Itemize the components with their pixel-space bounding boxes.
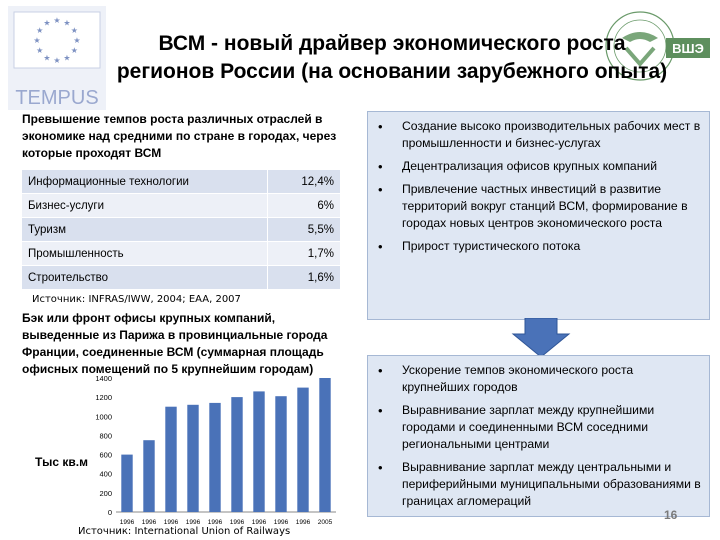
bullet-item: • Привлечение частных инвестиций в развитие территорий вокруг станций ВСМ, формирование в городах новых центров экономического роста <box>376 181 701 232</box>
effects-list-bottom <box>376 362 701 510</box>
table-row <box>22 266 340 290</box>
eu-star-icon: ★ <box>53 16 61 25</box>
sector-name: Информационные технологии <box>22 170 268 194</box>
x-tick-label: 1996 <box>207 519 223 526</box>
y-tick-label: 200 <box>99 488 112 498</box>
eu-star-icon: ★ <box>36 46 44 55</box>
y-tick-label: 400 <box>99 469 112 479</box>
chart-bar <box>143 440 154 512</box>
x-tick-label: 1996 <box>229 519 245 526</box>
table-row <box>22 242 340 266</box>
bullet-item: • Ускорение темпов экономического роста крупнейших городов <box>376 362 701 396</box>
chart-y-label: Тыс кв.м <box>35 455 89 469</box>
title-line-1: ВСМ - новый драйвер экономического роста <box>158 32 626 55</box>
eu-star-icon: ★ <box>70 26 78 35</box>
eu-star-icon: ★ <box>63 18 71 28</box>
bullet-item: • Выравнивание зарплат между крупнейшими городами и соединенными ВСМ соседними региональными центрами <box>376 402 701 453</box>
eu-star-icon: ★ <box>33 36 41 45</box>
eu-star-icon: ★ <box>70 46 78 55</box>
sector-name: Промышленность <box>22 242 268 266</box>
chart-bar <box>319 378 330 512</box>
slide-title <box>112 30 672 86</box>
sector-growth-value: 1,7% <box>268 242 341 266</box>
table-row <box>22 170 340 194</box>
x-tick-label: 1996 <box>273 519 289 526</box>
bullet-item: • Децентрализация офисов крупных компаний <box>376 158 701 175</box>
sector-name: Бизнес-услуги <box>22 194 268 218</box>
eu-star-icon: ★ <box>43 53 51 63</box>
chart-bar <box>187 405 198 512</box>
table-caption: Превышение темпов роста различных отраслей в экономике над средними по стране в городах, через которые проходят ВСМ <box>22 112 337 160</box>
y-tick-label: 800 <box>99 431 112 441</box>
effects-box-top <box>367 111 710 320</box>
effects-box-bottom <box>367 355 710 517</box>
eu-star-icon: ★ <box>53 56 61 65</box>
chart-bar <box>165 407 176 512</box>
x-tick-label: 1996 <box>119 519 135 526</box>
sector-growth-value: 6% <box>268 194 341 218</box>
sector-growth-value: 12,4% <box>268 170 341 194</box>
y-tick-label: 0 <box>107 508 112 517</box>
x-tick-label: 1996 <box>163 519 179 526</box>
sector-growth-value: 1,6% <box>268 266 341 290</box>
chart-source: Источник: International Union of Railways <box>78 526 291 537</box>
chart-caption: Бэк или фронт офисы крупных компаний, выведенные из Парижа в провинциальные города Франции, соединенные ВСМ (суммарная площадь офисных помещений по 5 крупнейшим городам) <box>22 311 328 376</box>
bullet-item: • Создание высоко производительных рабочих мест в промышленности и бизнес-услугах <box>376 118 701 152</box>
chart-bar <box>297 388 308 512</box>
office-area-bar-chart <box>80 372 342 528</box>
x-tick-label: 1996 <box>251 519 267 526</box>
eu-star-icon: ★ <box>73 36 81 45</box>
eu-star-icon: ★ <box>36 26 44 35</box>
bullet-item: • Выравнивание зарплат между центральными и периферийными муниципальными образованиями в границах агломераций <box>376 459 701 510</box>
chart-bar <box>209 403 220 512</box>
bullet-item: • Прирост туристического потока <box>376 238 701 255</box>
y-tick-label: 600 <box>99 450 112 460</box>
y-tick-label: 1200 <box>95 393 112 403</box>
effects-list-top <box>376 118 701 255</box>
x-tick-label: 1996 <box>185 519 201 526</box>
sector-growth-table <box>22 170 340 290</box>
emblem-lettering: ВШЭ <box>672 41 704 56</box>
tempus-wordmark: TEMPUS <box>15 87 99 109</box>
chart-bar <box>275 396 286 512</box>
table-row <box>22 218 340 242</box>
sector-name: Строительство <box>22 266 268 290</box>
chart-bar <box>253 391 264 512</box>
table-source: Источник: INFRAS/IWW, 2004; EAA, 2007 <box>32 294 241 305</box>
tempus-logo <box>8 6 106 110</box>
table-row <box>22 194 340 218</box>
sector-growth-value: 5,5% <box>268 218 341 242</box>
sector-name: Туризм <box>22 218 268 242</box>
x-tick-label: 1996 <box>141 519 157 526</box>
x-tick-label: 2005 <box>317 519 333 526</box>
y-tick-label: 1400 <box>95 374 112 383</box>
chart-bar <box>121 455 132 512</box>
down-arrow-icon <box>511 318 571 358</box>
eu-star-icon: ★ <box>63 53 71 63</box>
chart-bar <box>231 397 242 512</box>
x-tick-label: 1996 <box>295 519 311 526</box>
page-number: 16 <box>664 508 678 522</box>
title-line-2: регионов России (на основании зарубежного опыта) <box>116 60 668 83</box>
eu-star-icon: ★ <box>43 18 51 28</box>
y-tick-label: 1000 <box>95 412 112 422</box>
